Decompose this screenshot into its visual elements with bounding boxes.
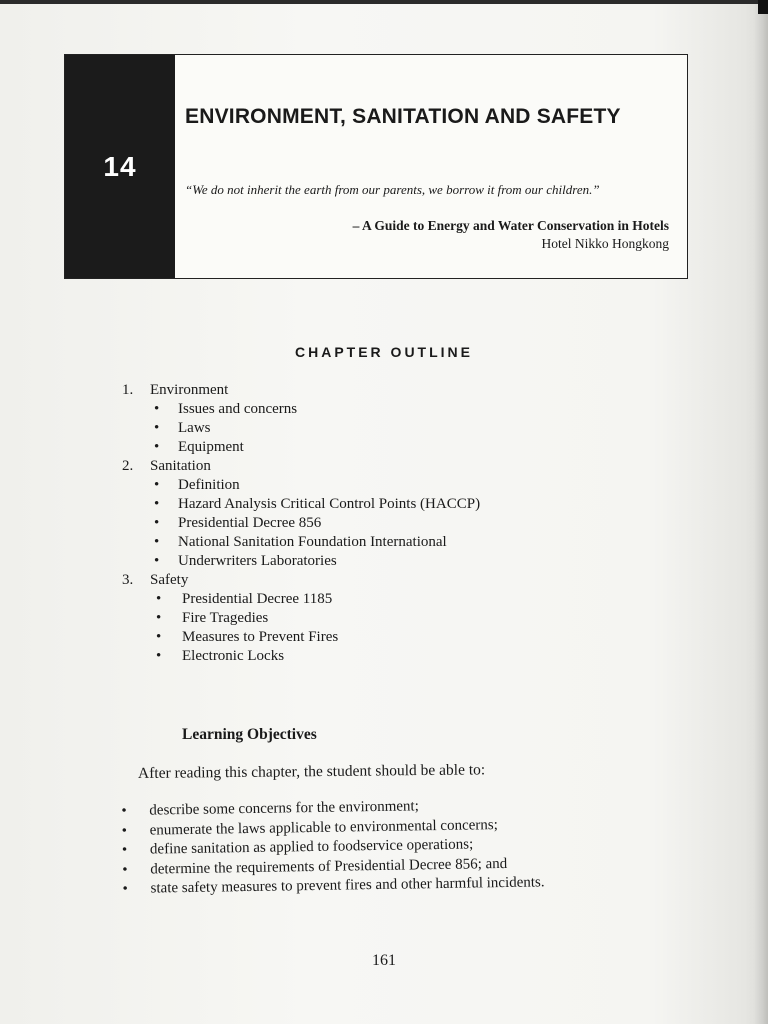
bullet-icon: •	[121, 822, 128, 839]
outline-subitems	[122, 400, 480, 457]
chapter-outline	[122, 381, 480, 666]
outline-subitem: • Electronic Locks	[156, 648, 285, 664]
objective-item: • define sanitation as applied to foodservice operations;	[122, 834, 544, 860]
outline-section-label: Sanitation	[150, 458, 211, 474]
bullet-icon: •	[121, 802, 127, 820]
chapter-number: 14	[103, 151, 137, 182]
outline-subitems	[122, 590, 480, 666]
quote-attribution: – A Guide to Energy and Water Conservation in Hotels	[352, 218, 669, 233]
page-number: 161	[372, 952, 396, 969]
top-edge-strip	[0, 0, 768, 4]
bullet-icon: •	[154, 553, 160, 569]
chapter-header-box	[64, 54, 688, 279]
outline-section-number: 1.	[122, 382, 134, 398]
bullet-icon: •	[154, 534, 160, 550]
outline-subitems	[122, 476, 480, 571]
bullet-icon: •	[154, 401, 160, 417]
bullet-icon: •	[122, 880, 128, 897]
page-edge-shadow	[754, 0, 768, 1024]
chapter-title: ENVIRONMENT, SANITATION AND SAFETY	[185, 105, 621, 128]
outline-subitem: • Equipment	[154, 439, 244, 455]
outline-subitem: • Definition	[154, 477, 240, 493]
outline-section-number: 2.	[122, 458, 134, 474]
chapter-tab	[65, 55, 175, 278]
learning-objectives-intro: After reading this chapter, the student should be able to:	[137, 761, 486, 782]
outline-subitem: • Presidential Decree 1185	[156, 591, 333, 607]
chapter-quote: “We do not inherit the earth from our parents, we borrow it from our children.”	[185, 182, 600, 197]
chapter-outline-heading: CHAPTER OUTLINE	[295, 344, 473, 360]
learning-objectives-heading: Learning Objectives	[182, 726, 317, 743]
outline-subitem: • Fire Tragedies	[156, 610, 269, 626]
outline-section	[122, 381, 480, 400]
outline-section-number: 3.	[122, 572, 134, 588]
outline-subitem: • Presidential Decree 856	[154, 515, 322, 531]
bullet-icon: •	[154, 420, 160, 436]
bullet-icon: •	[154, 496, 160, 512]
outline-subitem: • Hazard Analysis Critical Control Points (HACCP)	[154, 496, 481, 512]
outline-subitem: • Underwriters Laboratories	[154, 553, 337, 569]
bullet-icon: •	[122, 861, 128, 878]
quote-attribution-source: Hotel Nikko Hongkong	[541, 236, 669, 251]
outline-section-label: Environment	[150, 382, 229, 398]
outline-subitem: • Issues and concerns	[154, 401, 298, 417]
objective-item: • determine the requirements of Presidential Decree 856; and	[122, 854, 544, 880]
outline-subitem: • Measures to Prevent Fires	[156, 629, 339, 645]
outline-section	[122, 457, 480, 476]
outline-subitem: • Laws	[154, 420, 211, 436]
objective-item: • enumerate the laws applicable to environmental concerns;	[122, 815, 544, 841]
objective-item: • state safety measures to prevent fires and other harmful incidents.	[122, 873, 544, 899]
bullet-icon: •	[156, 629, 162, 645]
bullet-icon: •	[156, 591, 162, 607]
outline-section-label: Safety	[150, 572, 189, 588]
bullet-icon: •	[121, 841, 128, 858]
bullet-icon: •	[156, 610, 162, 626]
bullet-icon: •	[154, 515, 160, 531]
bullet-icon: •	[156, 648, 162, 664]
outline-subitem: • National Sanitation Foundation International	[154, 534, 447, 550]
bullet-icon: •	[154, 477, 160, 493]
outline-section	[122, 571, 480, 590]
objective-item: • describe some concerns for the environment;	[121, 795, 543, 821]
learning-objectives-list	[121, 795, 545, 899]
bullet-icon: •	[154, 439, 160, 455]
corner-mark	[758, 0, 768, 14]
